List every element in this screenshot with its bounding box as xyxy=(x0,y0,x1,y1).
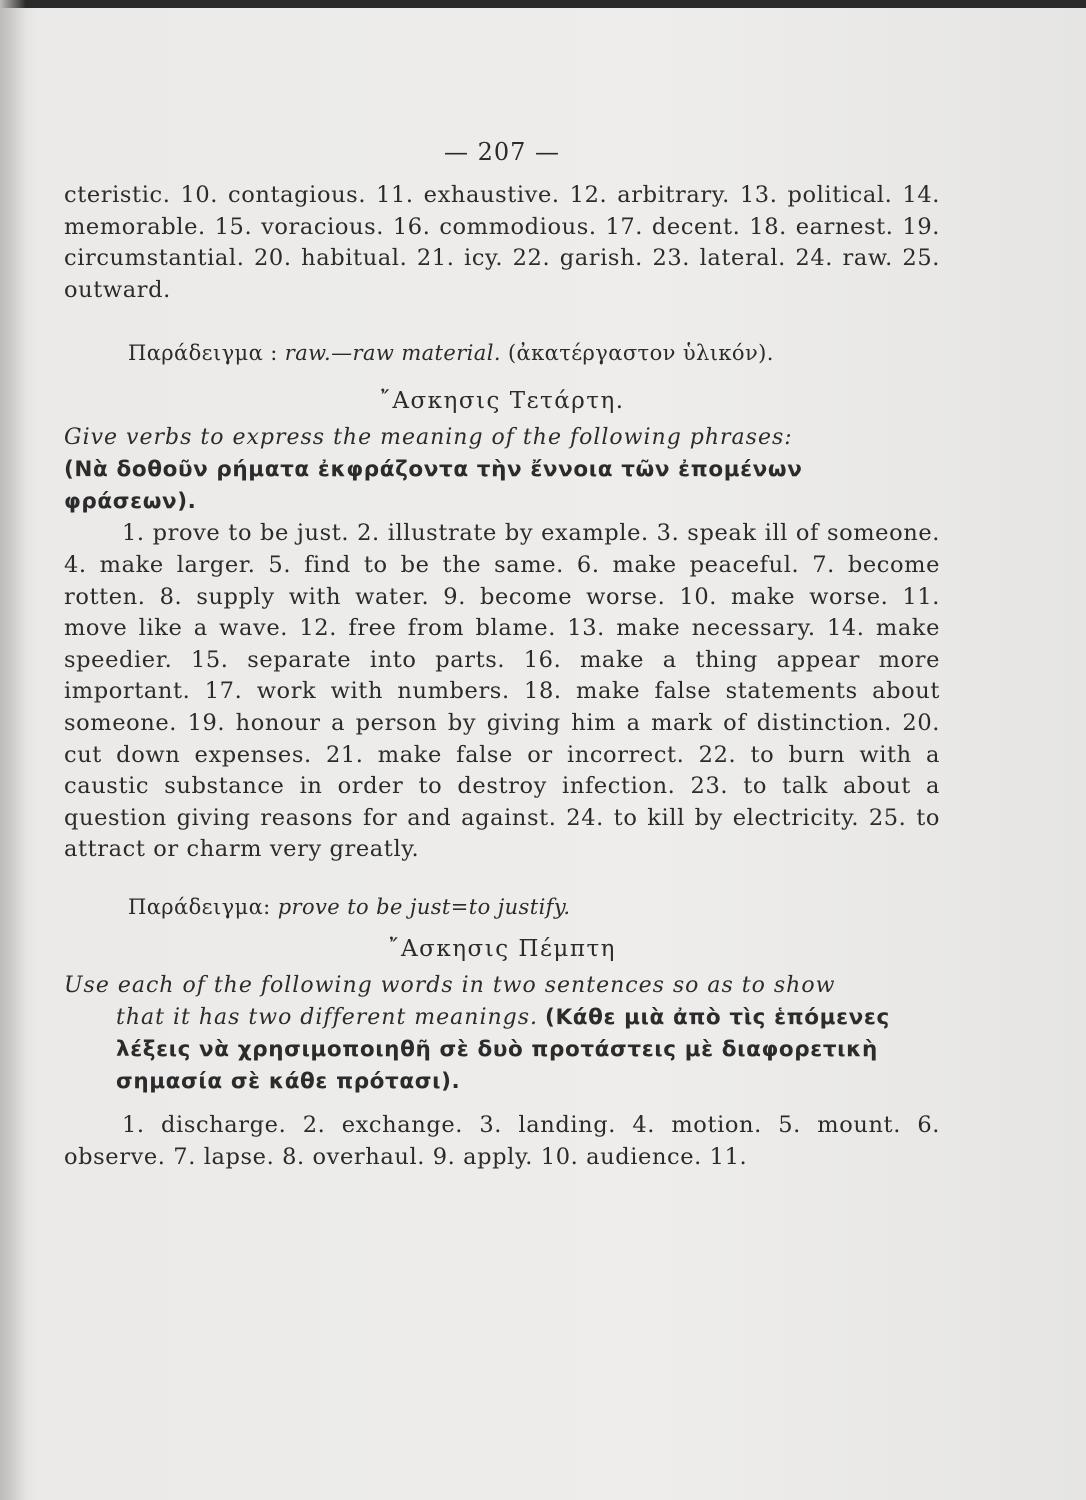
example-2 xyxy=(128,892,940,922)
example-2-label: Παράδειγμα: xyxy=(128,894,271,919)
page-top-edge xyxy=(0,0,1086,8)
exercise-5-instruction-en-line1: Use each of the following words in two sentences so as to show xyxy=(64,972,836,998)
page-binding-shadow xyxy=(0,0,26,1500)
exercise-4-instruction-en: Give verbs to express the meaning of the following phrases: xyxy=(64,425,793,451)
example-1-text: raw.—raw material. xyxy=(284,341,501,366)
example-1 xyxy=(128,338,940,368)
example-2-text: prove to be just=to justify. xyxy=(277,894,571,919)
page-number: — 207 — xyxy=(443,138,561,166)
exercise-5-instruction-gr: (Κάθε μιὰ ἀπὸ τὶς ἑπόμενες λέξεις νὰ χρησιμοποιηθῆ σὲ δυὸ προτάστεις μὲ διαφορετικὴ σημασία σὲ κάθε πρότασι). xyxy=(116,1004,890,1094)
continued-answers: cteristic. 10. contagious. 11. exhaustive. 12. arbitrary. 13. political. 14. memorable. 15. voracious. 16. commodious. 17. decent. 18. earnest. 19. circumstantial. 20. habitual. 21. icy. 22. garish. 23. lateral. 24. raw. 25. outward. xyxy=(64,182,940,303)
example-1-label: Παράδειγμα : xyxy=(128,341,278,366)
exercise-5-instruction-en-line2: that it has two different meanings. xyxy=(116,1004,539,1030)
page-content xyxy=(64,138,940,1173)
example-1-translation: (ἀκατέργαστον ὑλικόν). xyxy=(507,341,774,366)
exercise-4-items: 1. prove to be just. 2. illustrate by example. 3. speak ill of someone. 4. make larger. 5. find to be the same. 6. make peaceful. 7. become rotten. 8. supply with water. 9. become worse. 10. make worse. 11. move like a wave. 12. free from blame. 13. make necessary. 14. make speedier. 15. separate into parts. 16. make a thing appear more important. 17. work with numbers. 18. make false statements about someone. 19. honour a person by giving him a mark of distinction. 20. cut down expenses. 21. make false or incorrect. 22. to burn with a caustic substance in order to destroy infection. 23. to talk about a question giving reasons for and against. 24. to kill by electricity. 25. to attract or charm very greatly. xyxy=(64,520,940,863)
exercise-4-instruction-gr: (Νὰ δοθοῦν ρήματα ἐκφράζοντα τὴν ἔννοια τῶν ἐπομένων φράσεων). xyxy=(64,457,803,515)
exercise-5-instructions xyxy=(64,970,940,1098)
exercise-4-heading: ῎Ασκησις Τετάρτη. xyxy=(379,388,625,415)
exercise-5-instruction-cont xyxy=(64,1002,940,1098)
exercise-5-items: 1. discharge. 2. exchange. 3. landing. 4. motion. 5. mount. 6. observe. 7. lapse. 8. overhaul. 9. apply. 10. audience. 11. xyxy=(64,1111,940,1170)
exercise-5-heading: ῎Ασκησις Πέμπτη xyxy=(388,935,616,962)
